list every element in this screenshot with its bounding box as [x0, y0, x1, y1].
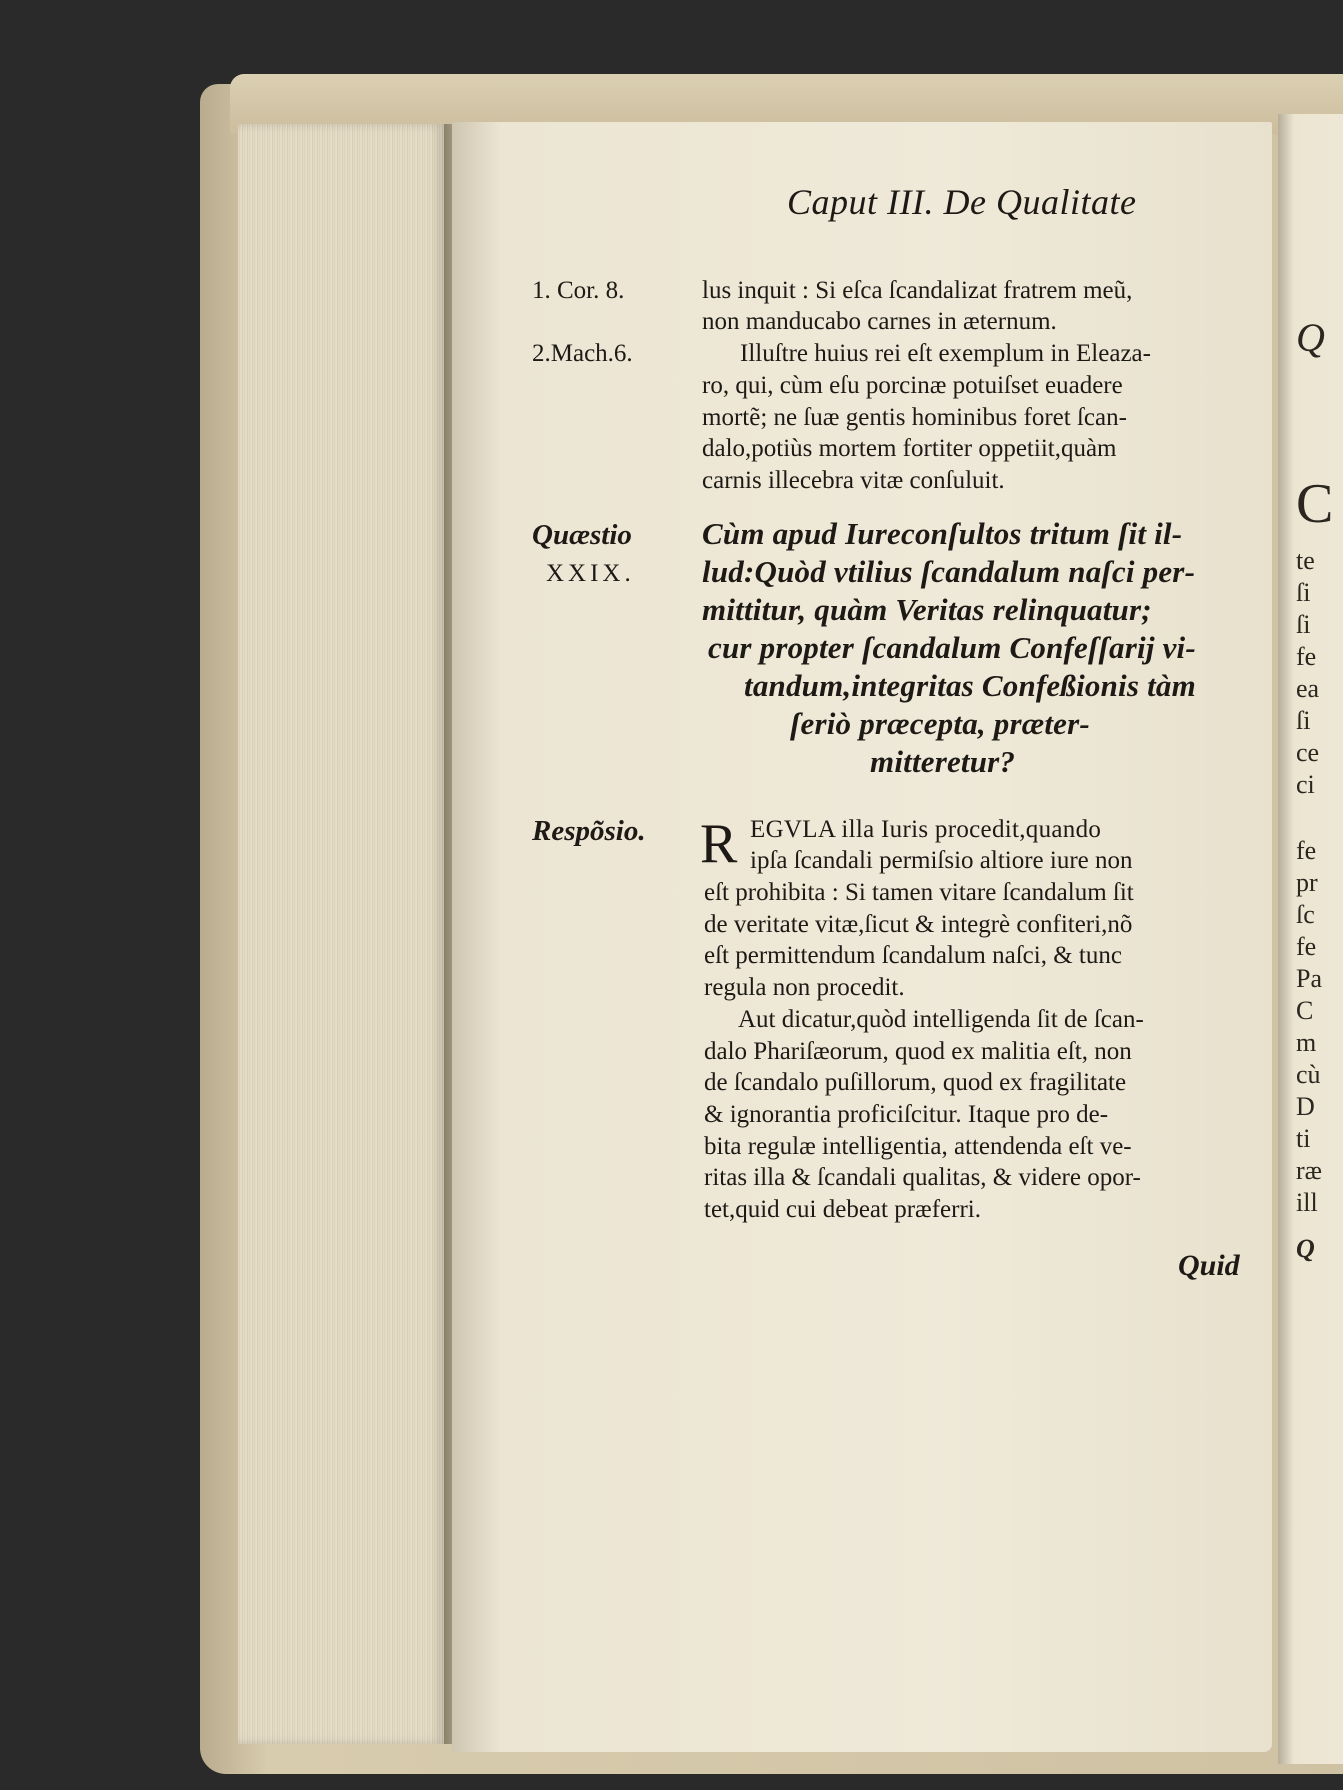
text-line: lus inquit : Si eſca ſcandalizat fratrem meũ, [702, 277, 1133, 304]
running-head: Caput III. De Qualitate [787, 182, 1137, 222]
text-line: de veritate vitæ,ſicut & integrè confiteri,nõ [704, 911, 1133, 938]
question-line: mittitur, quàm Veritas relinquatur; [702, 592, 1152, 627]
text-line: Illuſtre huius rei eſt exemplum in Eleaza- [740, 340, 1151, 367]
text-line: bita regulæ intelligentia, attendenda eſt ve- [704, 1133, 1132, 1160]
margin-quaestio-number: XXIX. [546, 560, 635, 587]
facing-fragment: ea [1296, 674, 1320, 703]
facing-fragment: ce [1296, 738, 1320, 767]
drop-cap: R [700, 813, 738, 875]
facing-fragment: ræ [1296, 1156, 1322, 1185]
text-line: EGVLA illa Iuris procedit,quando [750, 816, 1102, 843]
facing-fragment: pr [1296, 868, 1318, 897]
question-line: Cùm apud Iureconſultos tritum ſit il- [702, 516, 1183, 551]
text-line: carnis illecebra vitæ conſuluit. [702, 467, 1005, 494]
text-line: dalo,potiùs mortem fortiter oppetiit,quàm [702, 435, 1117, 462]
text-line: Aut dicatur,quòd intelligenda ſit de ſcan- [738, 1006, 1144, 1033]
margin-responsio: Respõsio. [532, 815, 646, 847]
facing-fragment: Q [1296, 1234, 1315, 1263]
facing-fragment: ſi [1296, 706, 1311, 735]
facing-fragment: Pa [1296, 964, 1322, 993]
facing-fragment: C [1296, 996, 1314, 1025]
margin-note-cor: 1. Cor. 8. [532, 277, 625, 304]
question-line: lud:Quòd vtilius ſcandalum naſci per- [702, 554, 1196, 589]
text-line: ro, qui, cùm eſu porcinæ potuiſset euadere [702, 372, 1123, 399]
text-line: non manducabo carnes in æternum. [702, 308, 1057, 335]
facing-fragment: fe [1296, 642, 1317, 671]
question-line: mitteretur? [870, 744, 1016, 779]
facing-fragment: te [1296, 546, 1315, 575]
question-line: cur propter ſcandalum Confeſſarij vi- [708, 630, 1196, 665]
facing-fragment: ti [1296, 1124, 1311, 1153]
text-line: de ſcandalo puſillorum, quod ex fragilitate [704, 1069, 1127, 1096]
facing-fragment: fe [1296, 836, 1317, 865]
text-line: eſt permittendum ſcandalum naſci, & tunc [704, 942, 1122, 969]
question-line: tandum,integritas Confeßionis tàm [744, 668, 1196, 703]
facing-fragment: m [1296, 1028, 1317, 1057]
text-line: ipſa ſcandali permiſsio altiore iure non [750, 847, 1133, 874]
facing-fragment: ill [1296, 1188, 1318, 1217]
text-line: regula non procedit. [704, 974, 905, 1001]
facing-fragment: ſc [1296, 900, 1315, 929]
text-line: tet,quid cui debeat præferri. [704, 1196, 981, 1223]
text-line: dalo Phariſæorum, quod ex malitia eſt, non [704, 1038, 1132, 1065]
margin-quaestio-label: Quæstio [532, 519, 632, 551]
facing-fragment: ſi [1296, 578, 1311, 607]
text-line: ritas illa & ſcandali qualitas, & videre opor- [704, 1164, 1141, 1191]
facing-fragment: Q [1296, 315, 1325, 360]
catchword: Quid [1178, 1249, 1240, 1282]
page-text [532, 180, 1292, 1600]
text-line: mortẽ; ne ſuæ gentis hominibus foret ſcan- [702, 404, 1127, 431]
facing-fragment: C [1296, 473, 1334, 535]
facing-fragment: ſi [1296, 610, 1311, 639]
facing-fragment: ci [1296, 770, 1315, 799]
margin-note-mach: 2.Mach.6. [532, 340, 633, 367]
facing-fragment: D [1296, 1092, 1315, 1121]
facing-fragment: cù [1296, 1060, 1321, 1089]
question-line: ſeriò præcepta, præter- [790, 706, 1090, 741]
page-edges [238, 124, 444, 1744]
facing-fragment: fe [1296, 932, 1317, 961]
text-line: eſt prohibita : Si tamen vitare ſcandalum ſit [704, 879, 1134, 906]
text-line: & ignorantia proficiſcitur. Itaque pro de- [704, 1101, 1109, 1128]
